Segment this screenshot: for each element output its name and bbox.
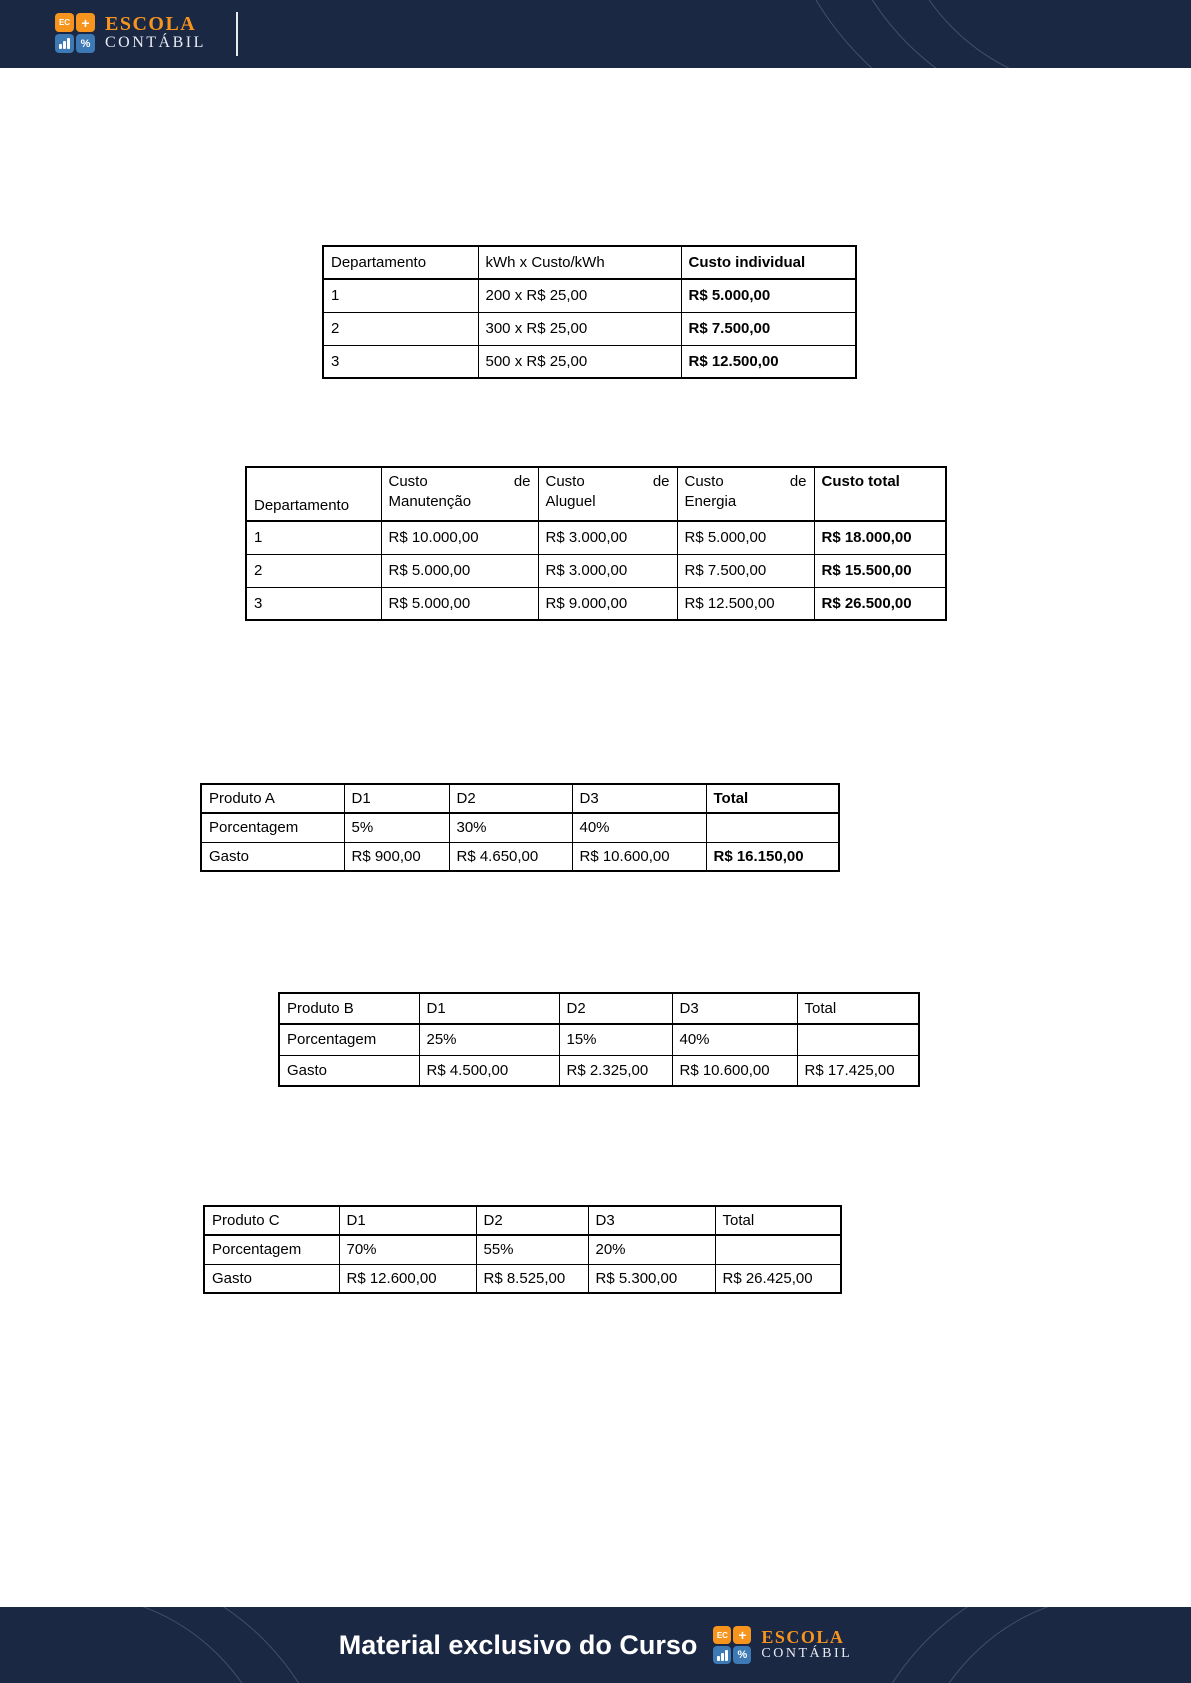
table-cell: R$ 26.500,00 [814,587,946,620]
logo-icon [55,13,95,53]
table-cell: 40% [572,813,706,842]
table-row [279,1024,919,1055]
column-header: Produto C [204,1206,339,1235]
table-cell [715,1235,841,1264]
column-header: D2 [449,784,572,813]
table-cell: Porcentagem [201,813,344,842]
table-cell: 300 x R$ 25,00 [478,312,681,345]
table-row [246,521,946,554]
table-cell: R$ 10.000,00 [381,521,538,554]
ec-tile-icon: EC [55,13,74,32]
column-header: D1 [344,784,449,813]
logo-icon [713,1626,751,1664]
table-header-row [323,246,856,279]
table-cell: 200 x R$ 25,00 [478,279,681,312]
table-cell: R$ 4.650,00 [449,842,572,871]
table-cell: Porcentagem [279,1024,419,1055]
table-row [204,1264,841,1293]
table-cell: Porcentagem [204,1235,339,1264]
table-row [201,813,839,842]
table-produto-c [203,1205,842,1294]
column-header: Custo individual [681,246,856,279]
column-header: Produto A [201,784,344,813]
table-cell: 2 [246,554,381,587]
brand-text [105,14,206,52]
column-header: Departamento [323,246,478,279]
plus-tile-icon: + [733,1626,751,1644]
table-cell: R$ 3.000,00 [538,521,677,554]
brand-name-contabil: CONTÁBIL [105,34,206,52]
table-cell: Gasto [279,1055,419,1086]
decorative-arc [851,1607,1191,1683]
column-header: kWh x Custo/kWh [478,246,681,279]
column-header: D2 [559,993,672,1024]
table-cell: R$ 9.000,00 [538,587,677,620]
column-header: Total [797,993,919,1024]
table-cell: R$ 12.500,00 [677,587,814,620]
table-row [246,587,946,620]
table-row [323,345,856,378]
table-cell: R$ 17.425,00 [797,1055,919,1086]
table-cell [706,813,839,842]
table-cell: R$ 5.300,00 [588,1264,715,1293]
table-cell: R$ 7.500,00 [677,554,814,587]
footer-brand-logo [713,1626,852,1664]
table-row [204,1235,841,1264]
footer-bar [0,1607,1191,1683]
table-header-row [204,1206,841,1235]
table-cell: R$ 10.600,00 [672,1055,797,1086]
table-custo-individual-energia [322,245,857,379]
table-header-row [279,993,919,1024]
table-header-row [201,784,839,813]
table-cell: 70% [339,1235,476,1264]
chart-bars-icon [717,1650,728,1661]
table-row [323,279,856,312]
brand-name-escola: ESCOLA [761,1627,845,1648]
table-cell: R$ 900,00 [344,842,449,871]
header-divider [236,12,238,56]
percent-tile-icon: % [76,34,95,53]
table-cell: R$ 5.000,00 [681,279,856,312]
table-cell: R$ 15.500,00 [814,554,946,587]
table-header-row [246,467,946,521]
column-header: Custo de Energia [677,467,814,521]
table-cell: R$ 5.000,00 [381,587,538,620]
table-cell: 55% [476,1235,588,1264]
column-header: D1 [419,993,559,1024]
table-row [246,554,946,587]
table-custo-total-departamentos [245,466,947,621]
table-cell: R$ 5.000,00 [677,521,814,554]
brand-text [761,1628,852,1662]
table-cell: 5% [344,813,449,842]
table-row [279,1055,919,1086]
table-cell: R$ 18.000,00 [814,521,946,554]
plus-tile-icon: + [76,13,95,32]
chart-bars-tile-icon [713,1646,731,1664]
table-cell: 40% [672,1024,797,1055]
table-cell: R$ 4.500,00 [419,1055,559,1086]
brand-name-contabil: CONTÁBIL [761,1646,853,1662]
column-header: D3 [588,1206,715,1235]
table-cell: R$ 12.500,00 [681,345,856,378]
column-header: Total [706,784,839,813]
table-cell: 500 x R$ 25,00 [478,345,681,378]
chart-bars-icon [59,38,70,49]
table-cell: R$ 12.600,00 [339,1264,476,1293]
column-header: Departamento [246,467,381,521]
table-cell: 15% [559,1024,672,1055]
table-cell: 30% [449,813,572,842]
table-cell: Gasto [204,1264,339,1293]
table-cell: 1 [246,521,381,554]
table-cell: 20% [588,1235,715,1264]
footer-text: Material exclusivo do Curso [338,1629,698,1660]
column-header: D3 [572,784,706,813]
table-cell: 3 [323,345,478,378]
column-header: D2 [476,1206,588,1235]
chart-bars-tile-icon [55,34,74,53]
table-cell: R$ 7.500,00 [681,312,856,345]
table-cell: R$ 16.150,00 [706,842,839,871]
table-cell: 1 [323,279,478,312]
brand-logo [55,13,206,53]
column-header: Custo de Manutenção [381,467,538,521]
table-produto-b [278,992,920,1087]
column-header: Produto B [279,993,419,1024]
table-cell: 3 [246,587,381,620]
header-bar [0,0,1191,68]
table-cell: R$ 8.525,00 [476,1264,588,1293]
table-cell: Gasto [201,842,344,871]
table-cell: R$ 3.000,00 [538,554,677,587]
table-row [323,312,856,345]
column-header: Total [715,1206,841,1235]
brand-name-escola: ESCOLA [105,13,197,36]
table-cell: 25% [419,1024,559,1055]
table-cell: R$ 2.325,00 [559,1055,672,1086]
percent-tile-icon: % [733,1646,751,1664]
table-cell: R$ 5.000,00 [381,554,538,587]
column-header: Custo de Aluguel [538,467,677,521]
decorative-arc [0,1607,340,1683]
column-header: D1 [339,1206,476,1235]
decorative-arc [771,0,1191,68]
ec-tile-icon: EC [713,1626,731,1644]
table-cell [797,1024,919,1055]
table-produto-a [200,783,840,872]
column-header: Custo total [814,467,946,521]
column-header: D3 [672,993,797,1024]
table-row [201,842,839,871]
table-cell: R$ 26.425,00 [715,1264,841,1293]
table-cell: R$ 10.600,00 [572,842,706,871]
table-cell: 2 [323,312,478,345]
